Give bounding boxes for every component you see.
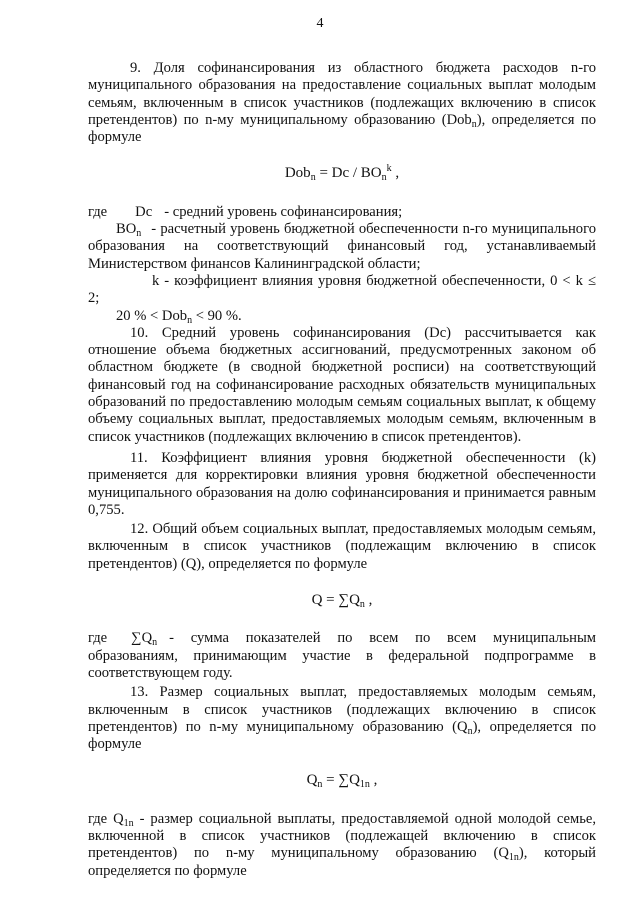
definition-sumq bbox=[88, 630, 596, 682]
subscript: n bbox=[359, 599, 365, 611]
page-number: 4 bbox=[316, 16, 324, 31]
document-body bbox=[88, 60, 596, 880]
formula-text: , bbox=[369, 772, 378, 789]
formula-qn bbox=[88, 772, 596, 789]
definition-text: - средний уровень софинансирования; bbox=[164, 203, 403, 220]
definition-text: ), который определяется по формуле bbox=[88, 845, 596, 879]
definition-bo bbox=[88, 221, 596, 273]
paragraph-12: 12. Общий объем социальных выплат, предоставляемых молодым семьям, включенным в список участников (подлежащим включению в список претендентов) (Q), определяется по формуле bbox=[88, 521, 596, 572]
formula-text: Q bbox=[306, 772, 318, 789]
paragraph-9 bbox=[88, 60, 596, 146]
range-text: 20 % < Dob bbox=[116, 307, 188, 324]
formula-q bbox=[88, 592, 596, 609]
paragraph-9-text: 9. Доля софинансирования из областного бюджета расходов n-го муниципального образования на предоставление социальных выплат молодым семьям, включенным в список участников (подлежащих включению в список претендентов) по n-му муниципальному образованию (Dob bbox=[88, 60, 596, 128]
formula-text: = ∑Q bbox=[322, 772, 360, 789]
subscript: n bbox=[471, 118, 477, 130]
subscript: n bbox=[310, 172, 316, 184]
where-label: где bbox=[88, 203, 108, 220]
formula-text: Dob bbox=[284, 165, 311, 182]
paragraph-13 bbox=[88, 684, 596, 753]
paragraph-9-end: ), определяется по формуле bbox=[88, 111, 596, 146]
subscript: 1n bbox=[359, 779, 370, 791]
formula-text: , bbox=[364, 592, 373, 609]
subscript: 1n bbox=[123, 817, 134, 829]
superscript: k bbox=[386, 163, 392, 175]
symbol: Dc bbox=[135, 203, 153, 220]
paragraph-11: 11. Коэффициент влияния уровня бюджетной обеспеченности (k) применяется для корректировки влияния уровня бюджетной обеспеченности муниципального образования на долю софинансирования и принимается равным 0,755. bbox=[88, 449, 596, 518]
definition-text: - расчетный уровень бюджетной обеспеченности n-го муниципального образования на соответствующий финансовый год, устанавливаемый Министерством финансов Калининградской области; bbox=[88, 221, 596, 272]
formula-dob bbox=[88, 165, 596, 182]
subscript: n bbox=[152, 637, 158, 649]
subscript: n bbox=[136, 228, 142, 240]
symbol: ∑Q bbox=[131, 630, 153, 647]
paragraph-13-text: 13. Размер социальных выплат, предоставляемых молодым семьям, включенным в список участников (подлежащих включению в список претендентов) по n-му муниципальному образованию (Q bbox=[88, 684, 596, 735]
formula-text: = Dc / BO bbox=[315, 165, 382, 182]
formula-text: , bbox=[391, 165, 400, 182]
definition-text: где Q bbox=[88, 810, 124, 827]
subscript: n bbox=[381, 172, 387, 184]
definition-k: k - коэффициент влияния уровня бюджетной обеспеченности, 0 < k ≤ 2; bbox=[88, 272, 596, 307]
definition-text: - размер социальной выплаты, предоставляемой одной молодой семье, включенной в список участников (подлежащей включению в список претендентов) по n-му муниципальному образованию (Q bbox=[88, 810, 596, 862]
definition-dc bbox=[88, 204, 596, 221]
where-label: где bbox=[88, 630, 108, 647]
paragraph-10: 10. Средний уровень софинансирования (Dc) рассчитывается как отношение объема бюджетных ассигнований, предусмотренных законом об областном бюджете (в сводной бюджетной росписи) на соответствующий финансовый год на софинансирование расходных обязательств муниципальных образований по предоставлению молодым семьям социальных выплат, к общему объему социальных выплат, предоставляемых молодым семьям, включенным в список участников (подлежащих включению в список претендентов). bbox=[88, 324, 596, 445]
symbol: BO bbox=[116, 221, 137, 238]
subscript: n bbox=[467, 725, 473, 737]
subscript: n bbox=[317, 779, 323, 791]
range-text: < 90 %. bbox=[192, 307, 242, 324]
paragraph-13-end: ), определяется по формуле bbox=[88, 718, 596, 753]
definition-text: - сумма показателей по всем по всем муниципальным образованиям, принимающим участие в федеральной подпрограмме в соответствующем году. bbox=[88, 630, 596, 681]
formula-text: Q = ∑Q bbox=[311, 592, 360, 609]
definition-q1n bbox=[88, 811, 596, 880]
dob-range bbox=[88, 308, 596, 325]
subscript: n bbox=[187, 314, 193, 326]
subscript: 1n bbox=[508, 852, 519, 864]
